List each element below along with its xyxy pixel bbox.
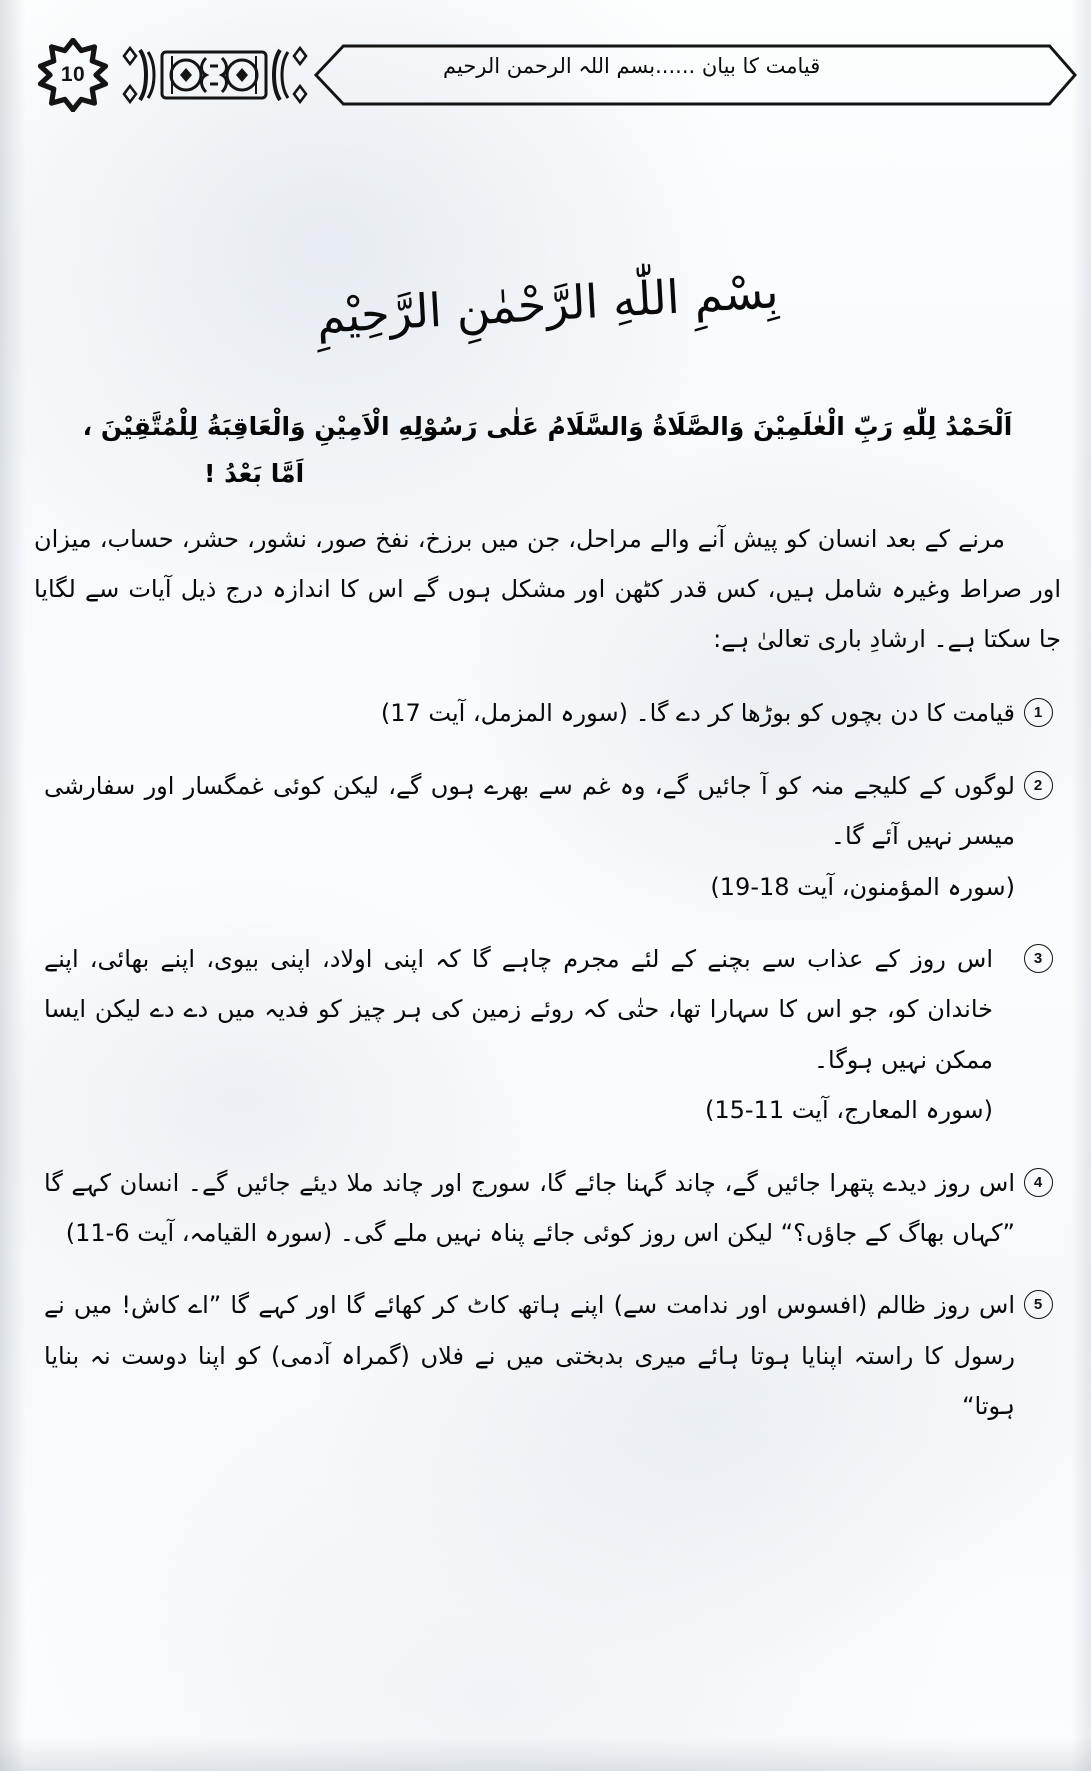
hamd-line-2: اَمَّا بَعْدُ !: [204, 458, 305, 488]
verse-marker: [1015, 1280, 1061, 1319]
verse-citation: (سورہ المعارج، آیت 11-15): [704, 1096, 993, 1125]
verse-citation: (سورہ المزمل، آیت 17): [380, 699, 628, 728]
page-edge-shadow-left: [0, 0, 26, 1771]
verse-citation: (سورہ القیامہ، آیت 6-11): [65, 1218, 333, 1247]
verse-list: [34, 688, 1061, 1431]
verse-text: اس روز دیدے پتھرا جائیں گے، چاند گہنا جائے گا، سورج اور چاند ملا دیئے جائیں گے۔ انسان کہے گا ”کہاں بھاگ کے جاؤں؟“ لیکن اس روز کوئی جائے پناہ نہیں ملے گی۔: [44, 1168, 1015, 1247]
bismillah-calligraphy: بِسْمِ اللّٰهِ الرَّحْمٰنِ الرَّحِيْمِ: [315, 264, 780, 344]
page-edge-shadow-right: [1071, 0, 1091, 1771]
verse-marker: [1015, 688, 1061, 727]
verse-text: لوگوں کے کلیجے منہ کو آ جائیں گے، وہ غم سے بھرے ہوں گے، لیکن کوئی غمگسار اور سفارشی میسر نہیں آئے گا۔: [44, 771, 1015, 851]
verse-marker-number: 5: [1024, 1290, 1053, 1319]
verse-item: [34, 934, 1061, 1136]
header-ornament-icon: [114, 42, 314, 108]
verse-marker: [1015, 761, 1061, 800]
verse-body: [34, 761, 1015, 912]
verse-text: اس روز ظالم (افسوس اور ندامت سے) اپنے ہاتھ کاٹ کر کھائے گا اور کہے گا ”اے کاش! میں نے رسول کا راستہ اپنایا ہوتا ہائے میری بدبختی میں نے فلاں (گمراہ آدمی) کو اپنا دوست نہ بنایا ہوتا“: [44, 1291, 1015, 1421]
verse-body: [34, 688, 1015, 738]
verse-item: [34, 1280, 1061, 1431]
verse-item: [34, 688, 1061, 738]
verse-marker: [1015, 934, 1061, 973]
verse-marker: [1015, 1158, 1061, 1197]
verse-body: [34, 1158, 1015, 1259]
verse-citation: (سورہ المؤمنون، آیت 18-19): [710, 872, 1015, 901]
hamd-line-1: اَلْحَمْدُ لِلّٰهِ رَبِّ الْعٰلَمِيْنَ وَالصَّلَاةُ وَالسَّلَامُ عَلٰى رَسُوْلِهِ الْاَمِيْنِ وَالْعَاقِبَةُ لِلْمُتَّقِيْنَ ،: [82, 412, 1013, 441]
verse-text: قیامت کا دن بچوں کو بوڑھا کر دے گا۔: [635, 699, 1015, 728]
verse-marker-number: 1: [1024, 698, 1053, 727]
page-edge-shadow-bottom: [0, 1737, 1091, 1771]
verse-body: [34, 934, 1015, 1136]
header-title: قیامت کا بیان ......بسم اللہ الرحمن الرحیم: [443, 54, 821, 78]
verse-body: [34, 1280, 1015, 1431]
verse-text: اس روز کے عذاب سے بچنے کے لئے مجرم چاہے گا کہ اپنی اولاد، اپنی بیوی، اپنے بھائی، اپنے خاندان کو، جو اس کا سہارا تھا، حتٰی کہ روئے زمین کی ہر چیز کو فدیہ میں دے دے لیکن ایسا ممکن نہیں ہوگا۔: [44, 945, 993, 1074]
verse-marker-number: 2: [1024, 771, 1053, 800]
page-number: 10: [60, 63, 86, 86]
hamd-block: [34, 405, 1061, 499]
verse-marker-number: 4: [1024, 1168, 1053, 1197]
verse-marker-number: 3: [1024, 944, 1053, 973]
verse-item: [34, 761, 1061, 912]
page-content: [34, 150, 1061, 1731]
verse-item: [34, 1158, 1061, 1259]
page-header: [24, 30, 1077, 116]
intro-paragraph: مرنے کے بعد انسان کو پیش آنے والے مراحل، جن میں برزخ، نفخ صور، نشور، حشر، حساب، میزان اور صراط وغیرہ شامل ہیں، کس قدر کٹھن اور مشکل ہوں گے اس کا اندازہ درج ذیل آیات سے لگایا جا سکتا ہے۔ ارشادِ باری تعالیٰ ہے:: [34, 524, 1061, 653]
